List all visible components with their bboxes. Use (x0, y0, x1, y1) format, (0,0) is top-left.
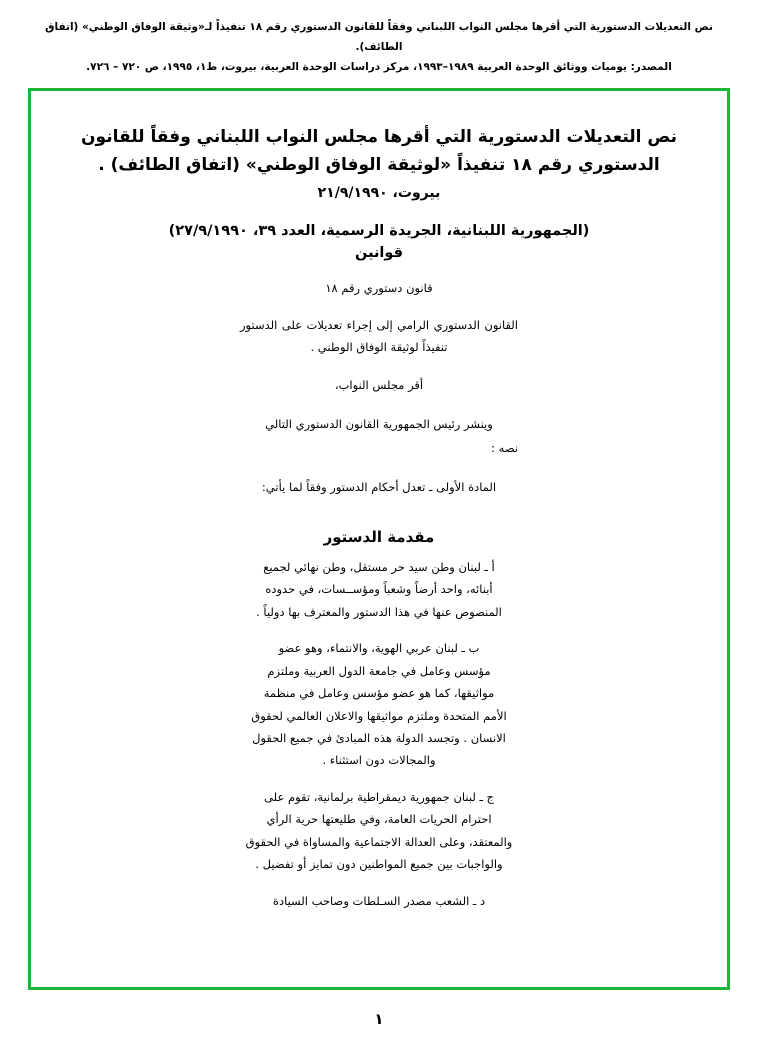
clause-a-line-1: أ ـ لبنان وطن سيد حر مستقل، وطن نهائي لجميع (263, 560, 495, 575)
clause-a (240, 556, 518, 623)
clause-b-line-1: ب ـ لبنان عربي الهوية، والانتماء، وهو عضو (278, 641, 480, 656)
preamble-heading: مقدمة الدستور (323, 528, 435, 547)
header-line-1: نص التعديلات الدستورية التي أقرها مجلس النواب اللبناني وفقاً للقانون الدستوري رقم ١٨ تنفيذاً لـ«وثيقة الوفاق الوطني» (اتفاق الطائف). (45, 21, 713, 53)
frame-content (31, 91, 727, 922)
clause-d-line-1: د ـ الشعب مصدر السـلطات وصاحب السيادة (272, 893, 486, 908)
article-one: المادة الأولى ـ تعدل أحكام الدستور وفقاً لما يأتي: (261, 479, 497, 494)
page-number: ١ (374, 1010, 384, 1028)
header-line-2: المصدر: يوميات ووثائق الوحدة العربية ١٩٨٩–١٩٩٣، مركز دراسات الوحدة العربية، بيروت، ط١، ١٩٩٥، ص ٧٢٠ – ٧٢٦. (86, 60, 672, 73)
green-frame (28, 88, 730, 990)
clause-b-line-6: والمجالات دون استثناء . (322, 753, 436, 768)
clause-d (240, 890, 518, 912)
clause-b-line-5: الانسان . وتجسد الدولة هذه المبادئ في جميع الحقول (252, 731, 506, 745)
enacted-by: أقر مجلس النواب، (334, 378, 424, 393)
promulgation-line: وينشر رئيس الجمهورية القانون الدستوري التالي (265, 416, 493, 431)
dateline: بيروت، ٢١/٩/١٩٩٠ (317, 185, 441, 202)
clause-c-line-1: ج ـ لبنان جمهورية ديمقراطية برلمانية، تقوم على (264, 789, 494, 804)
law-number: قانون دستوري رقم ١٨ (325, 281, 433, 296)
clause-b-line-2: مؤسس وعامل في جامعة الدول العربية وملتزم (267, 663, 491, 678)
laws-heading: قوانين (355, 245, 403, 262)
clause-c-line-2: احترام الحريات العامة، وفي طليعتها حرية الرأي (266, 812, 492, 827)
clause-c-line-3: والمعتقد، وعلى العدالة الاجتماعية والمساواة في الحقوق (245, 834, 513, 849)
clause-b-line-3: مواثيقها، كما هو عضو مؤسس وعامل في منظمة (263, 686, 495, 701)
clause-c-line-4: والواجبات بين جميع المواطنين دون تمايز أو تفضيل . (255, 857, 503, 872)
document-header (0, 0, 758, 78)
clause-a-line-3: المنصوص عنها في هذا الدستور والمعترف بها دولياً . (256, 604, 502, 619)
law-purpose: القانون الدستوري الرامي إلى إجراء تعديلات على الدستور تنفيذاً لوثيقة الوفاق الوطني . (240, 317, 518, 354)
page-title: نص التعديلات الدستورية التي أقرها مجلس النواب اللبناني وفقاً للقانون الدستوري رقم ١٨ تنفيذاً «لوثيقة الوفاق الوطني» (اتفاق الطائف) . (81, 127, 677, 176)
body-column (240, 277, 518, 912)
clause-b-line-4: الأمم المتحدة وملتزم مواثيقها والاعلان العالمي لحقوق (251, 708, 507, 723)
clause-c (240, 786, 518, 876)
source-reference: (الجمهورية اللبنانية، الجريدة الرسمية، العدد ٣٩، ٢٧/٩/١٩٩٠) (168, 223, 590, 240)
clause-a-line-2: أبنائه، واحد أرضاً وشعباً ومؤســسات، في حدوده (265, 582, 493, 597)
clause-b (240, 637, 518, 772)
text-label: نصه : (491, 441, 518, 456)
